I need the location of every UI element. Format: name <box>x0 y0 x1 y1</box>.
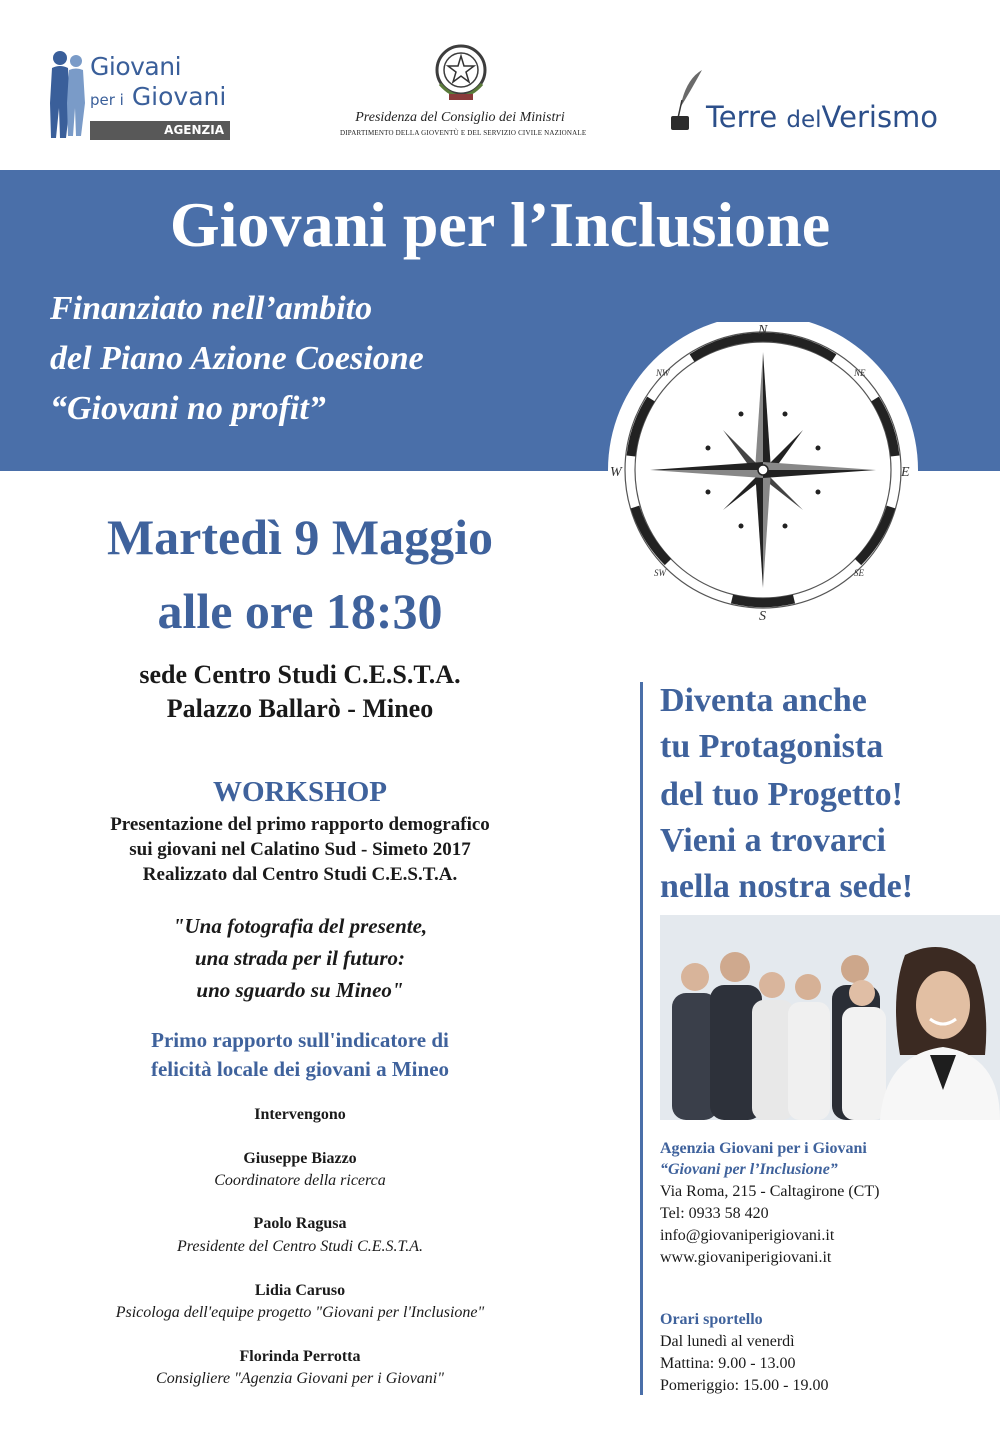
tdv-word3: Verismo <box>821 100 939 134</box>
cta-line3: del tuo Progetto! <box>660 776 903 813</box>
event-date: Martedì 9 Maggio <box>106 509 493 565</box>
workshop-heading: WORKSHOP <box>212 776 387 808</box>
quill-inkwell-icon <box>668 68 704 134</box>
event-time: alle ore 18:30 <box>157 583 443 639</box>
contact-address: Via Roma, 215 - Caltagirone (CT) <box>660 1183 880 1200</box>
speaker-name: Lidia Caruso <box>254 1282 346 1299</box>
ggp-logo-line1: Giovani <box>90 52 182 81</box>
venue-line1: sede Centro Studi C.E.S.T.A. <box>139 660 461 689</box>
compass-label-e: E <box>901 465 910 480</box>
subtitle-line3: “Giovani no profit” <box>50 390 326 427</box>
tdv-word2: del <box>786 107 822 133</box>
people-silhouette-icon <box>48 48 88 140</box>
workshop-line1: Presentazione del primo rapporto demografico <box>110 814 490 835</box>
cta-line4: Vieni a trovarci <box>660 822 886 859</box>
speaker-name: Florinda Perrotta <box>239 1348 361 1365</box>
quote-line2: una strada per il futuro: <box>194 946 406 970</box>
cta-line2: tu Protagonista <box>660 728 884 765</box>
workshop-line2: sui giovani nel Calatino Sud - Simeto 2017 <box>129 839 471 860</box>
ggp-logo-line2 <box>90 82 226 111</box>
sidebar-divider <box>640 682 643 1395</box>
speaker-role: Coordinatore della ricerca <box>214 1172 386 1189</box>
contact-phone: Tel: 0933 58 420 <box>660 1205 769 1222</box>
happiness-line2: felicità locale dei giovani a Mineo <box>150 1057 450 1081</box>
compass-label-s: S <box>759 609 766 622</box>
tdv-logo <box>668 68 968 138</box>
quote-line1: "Una fotografia del presente, <box>172 914 428 938</box>
compass-label-se: SE <box>854 568 864 578</box>
speaker-role: Psicologa dell'equipe progetto "Giovani per l'Inclusione" <box>115 1304 485 1321</box>
workshop-line3: Realizzato dal Centro Studi C.E.S.T.A. <box>142 864 458 885</box>
cta-line1: Diventa anche <box>660 682 867 719</box>
background-people <box>672 952 886 1120</box>
page-title: Giovani per l’Inclusione <box>169 189 831 260</box>
pcm-logo <box>340 40 587 140</box>
ggp-logo-word: Giovani <box>131 82 227 111</box>
hours-days: Dal lunedì al venerdì <box>660 1333 795 1350</box>
pcm-line2: DIPARTIMENTO DELLA GIOVENTÙ E DEL SERVIZIO CIVILE NAZIONALE <box>340 129 587 137</box>
italian-emblem-icon <box>432 40 490 106</box>
subtitle-line2: del Piano Azione Coesione <box>50 340 424 377</box>
team-photo <box>660 915 1000 1120</box>
compass-rose-icon <box>598 322 928 622</box>
hours-afternoon: Pomeriggio: 15.00 - 19.00 <box>660 1377 829 1394</box>
ggp-logo-small: per i <box>90 91 124 109</box>
pcm-line1: Presidenza del Consiglio dei Ministri <box>355 110 565 125</box>
ggp-agency-bar: AGENZIA <box>90 121 230 140</box>
contact-project: “Giovani per l’Inclusione” <box>660 1161 838 1178</box>
contact-org: Agenzia Giovani per i Giovani <box>660 1140 867 1157</box>
compass-label-sw: SW <box>654 568 666 578</box>
tdv-logo-text <box>706 100 938 134</box>
tdv-word1: Terre <box>706 100 787 134</box>
speaker-role: Presidente del Centro Studi C.E.S.T.A. <box>176 1238 424 1255</box>
speaker-role: Consigliere "Agenzia Giovani per i Giovani" <box>156 1370 444 1387</box>
speaker-name: Giuseppe Biazzo <box>243 1150 357 1167</box>
hours-heading: Orari sportello <box>660 1311 763 1328</box>
cta-line5: nella nostra sede! <box>660 868 914 905</box>
team-photo-illustration <box>660 915 1000 1120</box>
happiness-line1: Primo rapporto sull'indicatore di <box>151 1028 449 1052</box>
contact-email-link[interactable]: info@giovaniperigiovani.it <box>660 1227 835 1244</box>
hours-morning: Mattina: 9.00 - 13.00 <box>660 1355 796 1372</box>
speaker-name: Paolo Ragusa <box>253 1215 347 1232</box>
quote-line3: uno sguardo su Mineo" <box>196 978 404 1002</box>
compass-label-w: W <box>610 465 622 480</box>
compass-label-ne: NE <box>854 368 866 378</box>
compass-label-nw: NW <box>656 368 670 378</box>
ggp-logo <box>48 48 238 143</box>
subtitle-line1: Finanziato nell’ambito <box>50 290 373 327</box>
speakers-heading: Intervengono <box>254 1106 346 1123</box>
contact-website-link[interactable]: www.giovaniperigiovani.it <box>660 1249 832 1266</box>
compass-label-n: N <box>758 323 768 338</box>
venue-line2: Palazzo Ballarò - Mineo <box>166 694 434 723</box>
